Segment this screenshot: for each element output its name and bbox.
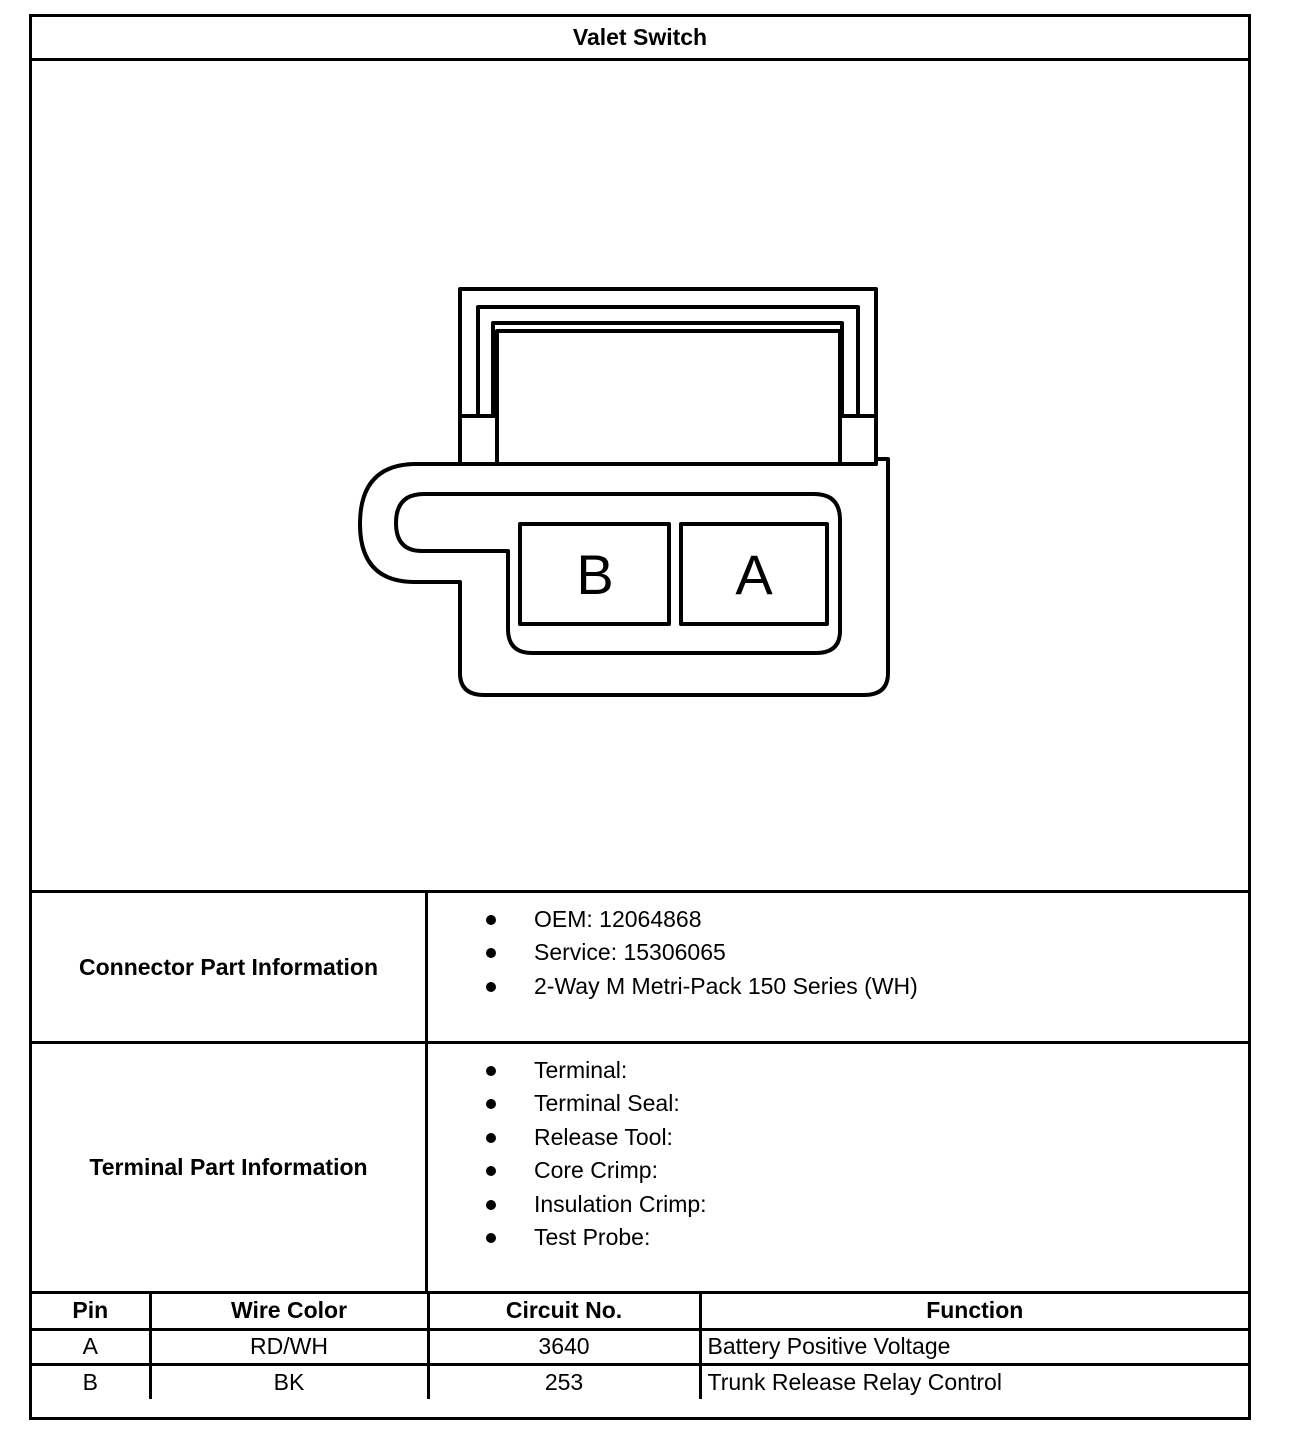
list-item: Insulation Crimp: — [428, 1188, 707, 1221]
bullet-icon — [486, 982, 496, 992]
header-wire-color: Wire Color — [150, 1294, 428, 1329]
list-item: Release Tool: — [428, 1121, 707, 1154]
cell-wire-color: BK — [150, 1364, 428, 1399]
bullet-icon — [486, 1233, 496, 1243]
list-item: Service: 15306065 — [428, 936, 918, 969]
cavity-b-label: B — [576, 543, 614, 606]
lock-tab-outer — [460, 289, 876, 464]
cavity-surround — [396, 494, 840, 653]
list-item: OEM: 12064868 — [428, 903, 918, 936]
cell-function: Trunk Release Relay Control — [700, 1364, 1248, 1399]
bullet-icon — [486, 1099, 496, 1109]
header-circuit-no: Circuit No. — [428, 1294, 700, 1329]
lock-tab-rib — [493, 323, 842, 413]
connector-face-drawing — [32, 61, 1248, 893]
connector-part-info-list — [428, 903, 918, 1003]
terminal-part-info-row — [32, 1044, 1248, 1294]
pinout-table — [32, 1294, 1248, 1399]
connector-part-info-row — [32, 893, 1248, 1044]
bullet-icon — [486, 915, 496, 925]
bullet-icon — [486, 1200, 496, 1210]
connector-sheet — [29, 14, 1251, 1420]
cell-pin: A — [32, 1329, 150, 1364]
lock-tab-window — [497, 331, 840, 464]
cell-pin: B — [32, 1364, 150, 1399]
cell-circuit-no: 3640 — [428, 1329, 700, 1364]
list-item: Terminal Seal: — [428, 1087, 707, 1120]
table-row — [32, 1329, 1248, 1364]
bullet-icon — [486, 948, 496, 958]
cavity-a-label: A — [735, 543, 773, 606]
bullet-icon — [486, 1066, 496, 1076]
list-item: Test Probe: — [428, 1221, 707, 1254]
terminal-part-info-label: Terminal Part Information — [32, 1044, 428, 1291]
list-item: Terminal: — [428, 1054, 707, 1087]
terminal-part-info-list — [428, 1054, 707, 1254]
page-title: Valet Switch — [32, 17, 1248, 61]
table-header-row — [32, 1294, 1248, 1329]
cell-circuit-no: 253 — [428, 1364, 700, 1399]
header-pin: Pin — [32, 1294, 150, 1329]
list-item: 2-Way M Metri-Pack 150 Series (WH) — [428, 970, 918, 1003]
bullet-icon — [486, 1166, 496, 1176]
cell-function: Battery Positive Voltage — [700, 1329, 1248, 1364]
connector-diagram — [32, 61, 1248, 893]
connector-part-info-label: Connector Part Information — [32, 893, 428, 1041]
bullet-icon — [486, 1133, 496, 1143]
header-function: Function — [700, 1294, 1248, 1329]
list-item: Core Crimp: — [428, 1154, 707, 1187]
cell-wire-color: RD/WH — [150, 1329, 428, 1364]
table-row — [32, 1364, 1248, 1399]
